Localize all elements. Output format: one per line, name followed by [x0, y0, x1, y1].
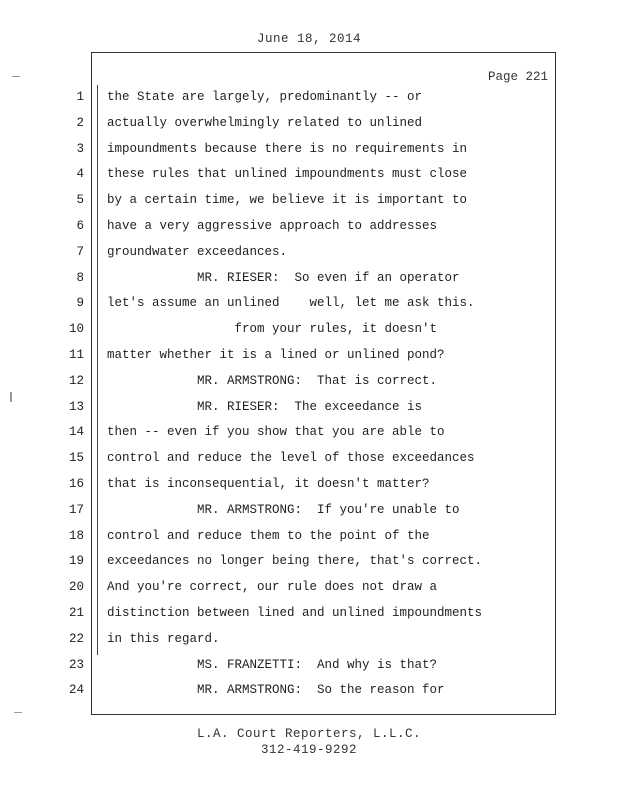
footer-company: L.A. Court Reporters, L.L.C.	[196, 727, 422, 741]
line-number: 23	[68, 657, 84, 672]
transcript-line	[0, 554, 560, 574]
line-text: And you're correct, our rule does not draw a	[107, 580, 438, 595]
line-number: 12	[68, 373, 84, 388]
scan-speck	[14, 712, 22, 713]
transcript-line	[0, 322, 560, 342]
line-number: 5	[76, 193, 84, 208]
line-text: by a certain time, we believe it is important to	[107, 193, 468, 208]
transcript-line	[0, 606, 560, 626]
transcript-line	[0, 477, 560, 497]
line-text: that is inconsequential, it doesn't matter?	[107, 477, 430, 491]
line-text: control and reduce the level of those exceedances	[107, 451, 475, 466]
line-number: 21	[68, 606, 84, 620]
page-number: Page 221	[487, 70, 548, 84]
transcript-line	[0, 683, 560, 703]
transcript-line	[0, 529, 560, 549]
transcript-line	[0, 142, 560, 162]
line-text: MR. ARMSTRONG: So the reason for	[107, 683, 445, 698]
transcript-line	[0, 658, 560, 678]
line-number: 13	[68, 399, 84, 414]
header-date: June 18, 2014	[256, 32, 362, 46]
line-text: groundwater exceedances.	[107, 244, 288, 259]
line-number: 18	[68, 528, 84, 543]
line-number: 24	[68, 683, 84, 698]
line-text: from your rules, it doesn't	[107, 322, 438, 337]
transcript-line	[0, 348, 560, 368]
transcript-line	[0, 167, 560, 187]
line-number: 15	[68, 451, 84, 466]
line-number: 8	[76, 270, 84, 285]
line-text: these rules that unlined impoundments must close	[107, 167, 468, 182]
line-number: 10	[68, 322, 84, 337]
line-text: let's assume an unlined well, let me ask this.	[107, 296, 475, 311]
footer-phone: 312-419-9292	[260, 743, 357, 757]
line-text: MR. ARMSTRONG: If you're unable to	[107, 502, 460, 517]
line-text: in this regard.	[107, 631, 220, 646]
line-text: have a very aggressive approach to addresses	[107, 219, 438, 233]
transcript-line	[0, 425, 560, 445]
scan-speck	[12, 76, 20, 77]
line-number: 4	[76, 167, 84, 182]
line-number: 7	[76, 244, 84, 259]
transcript-line	[0, 193, 560, 213]
transcript-line	[0, 451, 560, 471]
line-text: exceedances no longer being there, that's correct.	[107, 554, 483, 569]
transcript-line	[0, 116, 560, 136]
line-number: 1	[76, 90, 84, 104]
line-number: 6	[76, 219, 84, 233]
scan-speck	[10, 392, 12, 402]
line-number: 9	[76, 296, 84, 311]
line-text: MR. ARMSTRONG: That is correct.	[107, 373, 438, 388]
line-number: 16	[68, 477, 84, 491]
line-text: the State are largely, predominantly -- or	[107, 90, 423, 104]
line-text: distinction between lined and unlined impoundments	[107, 606, 483, 620]
line-text: actually overwhelmingly related to unlined	[107, 115, 423, 130]
line-text: MR. RIESER: The exceedance is	[107, 399, 423, 414]
line-number: 14	[68, 425, 84, 440]
transcript-line	[0, 296, 560, 316]
line-text: MR. RIESER: So even if an operator	[107, 270, 460, 285]
transcript-line	[0, 245, 560, 265]
line-number: 19	[68, 554, 84, 569]
transcript-line	[0, 374, 560, 394]
transcript-line	[0, 90, 560, 110]
line-text: control and reduce them to the point of the	[107, 528, 430, 543]
transcript-line	[0, 400, 560, 420]
line-text: impoundments because there is no requirements in	[107, 141, 468, 156]
transcript-line	[0, 580, 560, 600]
transcript-line	[0, 219, 560, 239]
line-text: MS. FRANZETTI: And why is that?	[107, 657, 438, 672]
line-number: 11	[68, 348, 84, 362]
transcript-line	[0, 632, 560, 652]
line-number: 3	[76, 141, 84, 156]
transcript-line	[0, 271, 560, 291]
line-text: then -- even if you show that you are able to	[107, 425, 445, 440]
line-number: 2	[76, 115, 84, 130]
line-number: 22	[68, 631, 84, 646]
line-number: 20	[68, 580, 84, 595]
line-number: 17	[68, 502, 84, 517]
transcript-line	[0, 503, 560, 523]
line-text: matter whether it is a lined or unlined pond?	[107, 348, 445, 362]
